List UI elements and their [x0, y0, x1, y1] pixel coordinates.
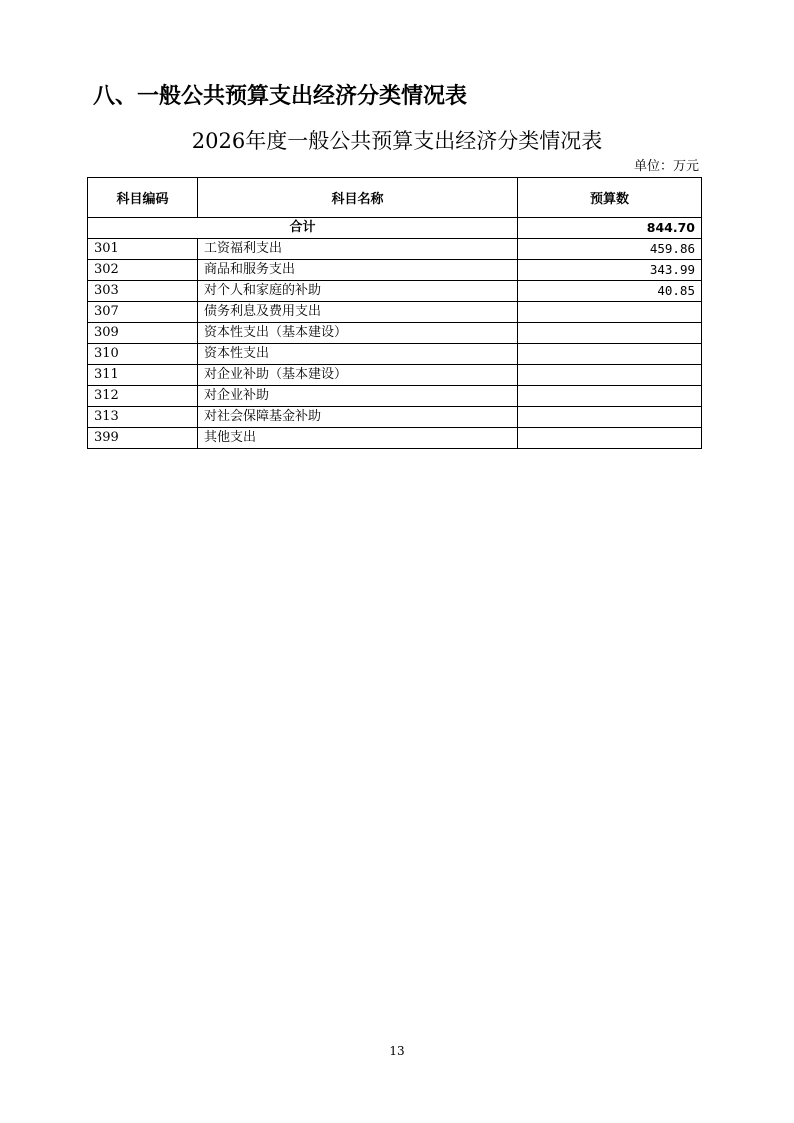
row-code: 313: [88, 407, 198, 428]
header-row: [88, 178, 702, 218]
row-code: 301: [88, 239, 198, 260]
row-name: 债务利息及费用支出: [198, 302, 518, 323]
row-amount: [518, 386, 702, 407]
row-name: 对个人和家庭的补助: [198, 281, 518, 302]
page-number: 13: [389, 1044, 405, 1058]
row-code: 311: [88, 365, 198, 386]
row-name: 资本性支出: [198, 344, 518, 365]
row-amount: [518, 428, 702, 449]
table-row: [88, 407, 702, 428]
table-row: [88, 302, 702, 323]
table-row: [88, 281, 702, 302]
row-name: 对企业补助（基本建设）: [198, 365, 518, 386]
unit-label: 单位：万元: [633, 159, 699, 174]
total-amount: 844.70: [518, 218, 702, 239]
total-row: [88, 218, 702, 239]
header-name: 科目名称: [198, 178, 518, 218]
row-name: 工资福利支出: [198, 239, 518, 260]
table-row: [88, 365, 702, 386]
table-title: 2026年度一般公共预算支出经济分类情况表: [191, 129, 603, 153]
table-body: [88, 218, 702, 449]
budget-table: [87, 177, 702, 449]
total-label: 合计: [88, 218, 518, 239]
row-code: 307: [88, 302, 198, 323]
row-code: 310: [88, 344, 198, 365]
section-heading: 八、一般公共预算支出经济分类情况表: [93, 84, 468, 109]
row-amount: 459.86: [518, 239, 702, 260]
row-amount: [518, 323, 702, 344]
table-row: [88, 239, 702, 260]
row-name: 商品和服务支出: [198, 260, 518, 281]
row-code: 303: [88, 281, 198, 302]
row-amount: [518, 407, 702, 428]
row-amount: 40.85: [518, 281, 702, 302]
row-name: 对企业补助: [198, 386, 518, 407]
header-code: 科目编码: [88, 178, 198, 218]
header-amount: 预算数: [518, 178, 702, 218]
row-amount: 343.99: [518, 260, 702, 281]
row-name: 对社会保障基金补助: [198, 407, 518, 428]
table-row: [88, 386, 702, 407]
row-code: 302: [88, 260, 198, 281]
row-amount: [518, 302, 702, 323]
table-row: [88, 428, 702, 449]
row-amount: [518, 344, 702, 365]
table-row: [88, 344, 702, 365]
table-header: [88, 178, 702, 218]
row-amount: [518, 365, 702, 386]
table-row: [88, 323, 702, 344]
table-row: [88, 260, 702, 281]
row-name: 资本性支出（基本建设）: [198, 323, 518, 344]
row-name: 其他支出: [198, 428, 518, 449]
row-code: 399: [88, 428, 198, 449]
row-code: 312: [88, 386, 198, 407]
row-code: 309: [88, 323, 198, 344]
